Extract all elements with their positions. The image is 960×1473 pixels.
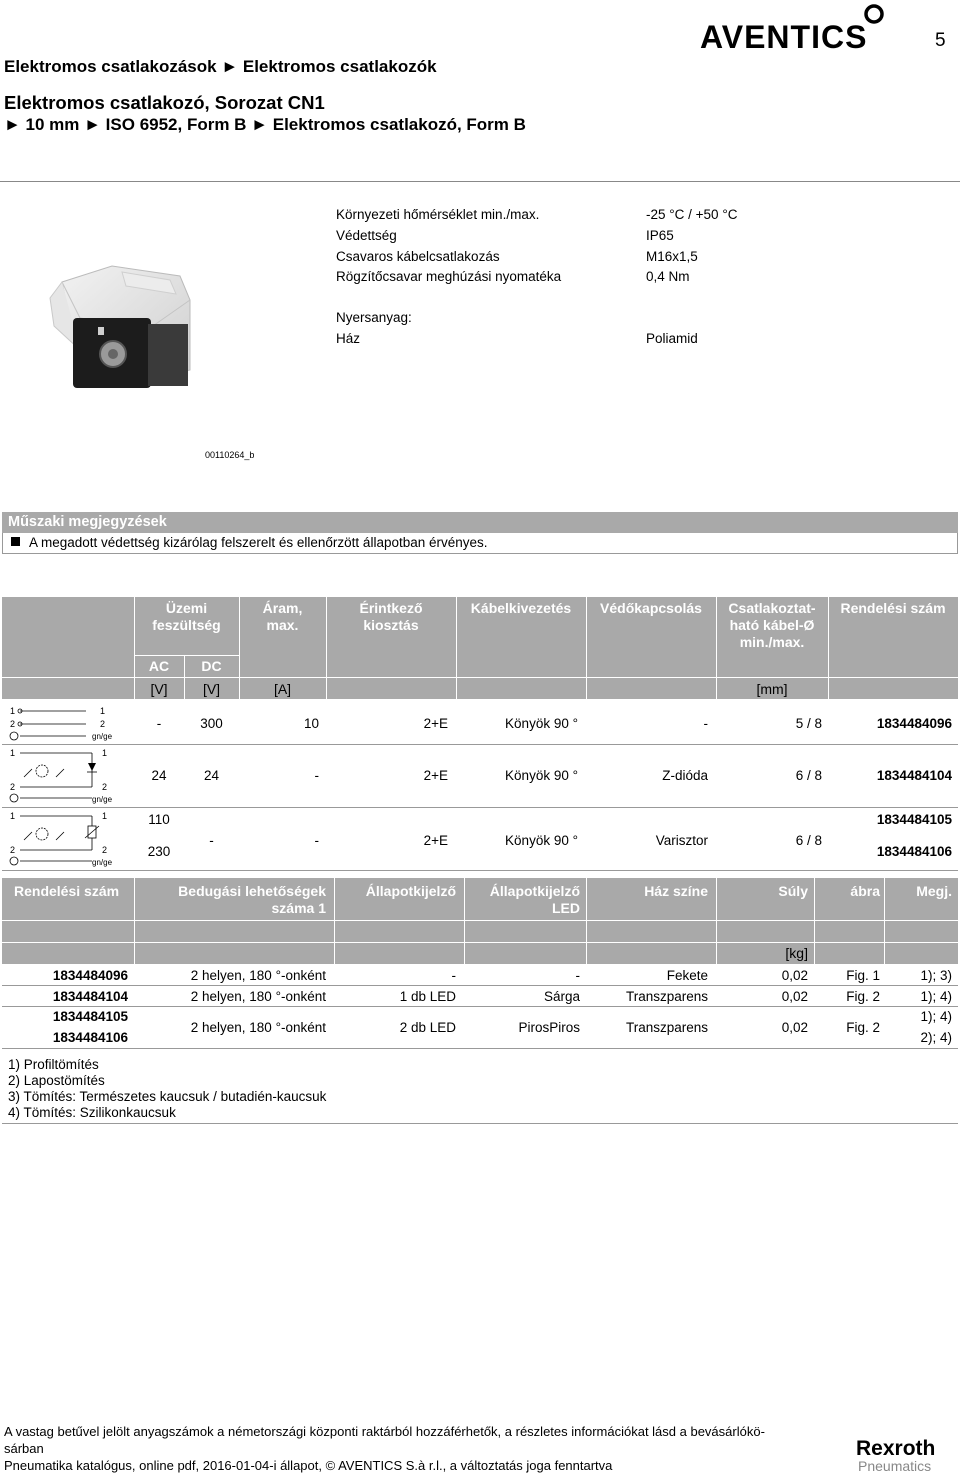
svg-text:2: 2 xyxy=(10,719,16,729)
t2-r2-note: 1); 4) xyxy=(920,989,952,1004)
t1-unit-mm: [mm] xyxy=(756,681,788,697)
t2-head-weight: Súly xyxy=(778,883,808,899)
svg-text:2: 2 xyxy=(10,845,16,855)
svg-text:1: 1 xyxy=(102,748,108,758)
t1-r3-pin: 2+E xyxy=(423,833,448,848)
t2-head-note: Megj. xyxy=(916,883,952,899)
t1-r1-dc: 300 xyxy=(200,716,223,731)
footer-catalog: Pneumatika katalógus, online pdf, 2016-01-04-i állapot, © AVENTICS S.à r.l., a változtatás joga fenntartva xyxy=(4,1458,613,1473)
wiring-diagram-varistor xyxy=(6,810,126,868)
t2-r3-order2: 1834484106 xyxy=(52,1030,128,1045)
t2-r3-plug: 2 helyen, 180 °-onként xyxy=(190,1020,326,1035)
t1-unit-v-ac: [V] xyxy=(150,681,168,697)
t2-r2-color: Transzparens xyxy=(625,989,708,1004)
connector-product-image xyxy=(40,250,240,440)
t2-r1-note: 1); 3) xyxy=(920,968,952,983)
t1-hsep xyxy=(134,655,239,656)
t1-unit-a: [A] xyxy=(273,681,292,697)
t2-r2-weight: 0,02 xyxy=(781,989,808,1004)
t1-r3-protection: Varisztor xyxy=(655,833,708,848)
svg-text:2: 2 xyxy=(10,782,16,792)
spec-label-cable: Csavaros kábelcsatlakozás xyxy=(336,249,500,264)
svg-text:1: 1 xyxy=(102,811,108,821)
t1-r2-dia: 6 / 8 xyxy=(795,768,822,783)
spec-label-temp: Környezeti hőmérséklet min./max. xyxy=(336,207,540,222)
t2-row-sep xyxy=(2,1006,958,1007)
t1-head-pin: Érintkező kiosztás xyxy=(359,600,423,633)
t1-r3-order2: 1834484106 xyxy=(876,844,952,859)
bullet-square-icon xyxy=(11,537,20,546)
t1-head-ac: AC xyxy=(148,658,170,674)
t2-r1-color: Fekete xyxy=(666,968,708,983)
spec-value-cable: M16x1,5 xyxy=(646,249,698,264)
svg-text:gn/ge: gn/ge xyxy=(92,732,113,741)
rexroth-logo: Rexroth xyxy=(856,1437,936,1460)
t1-head-voltage: Üzemi feszültség xyxy=(152,600,221,633)
t2-r3-order1: 1834484105 xyxy=(52,1009,128,1024)
spec-value-temp: -25 °C / +50 °C xyxy=(646,207,738,222)
t1-hsep xyxy=(2,677,958,678)
t2-r1-led: - xyxy=(575,968,580,983)
t1-r2-ac: 24 xyxy=(151,768,167,783)
footer-note-line2: sárban xyxy=(4,1441,44,1456)
t1-r2-current: - xyxy=(314,768,319,783)
spec-label-torque: Rögzítőcsavar meghúzási nyomatéka xyxy=(336,269,562,284)
t1-r1-ac: - xyxy=(156,716,162,731)
t1-r2-dc: 24 xyxy=(203,768,220,783)
t2-r1-weight: 0,02 xyxy=(781,968,808,983)
t2-r3-led: PirosPiros xyxy=(518,1020,580,1035)
t1-r3-dia: 6 / 8 xyxy=(795,833,822,848)
t2-r2-plug: 2 helyen, 180 °-onként xyxy=(190,989,326,1004)
t2-r2-led: Sárga xyxy=(543,989,580,1004)
t2-r2-fig: Fig. 2 xyxy=(846,989,880,1004)
t1-row-sep xyxy=(2,870,958,871)
svg-text:1: 1 xyxy=(10,706,16,716)
footer-note-line1: A vastag betűvel jelölt anyagszámok a németországi központi raktárból hozzáférhetők, a részletes információkat lásd a bevásárlókö- xyxy=(4,1424,765,1439)
breadcrumb: Elektromos csatlakozások ► Elektromos csatlakozók xyxy=(4,57,437,76)
t1-r1-current: 10 xyxy=(303,716,319,731)
footnotes-bottom-rule xyxy=(2,1123,958,1124)
material-value: Poliamid xyxy=(646,331,698,346)
t2-r3-color: Transzparens xyxy=(625,1020,708,1035)
brand-text: AVENTICS xyxy=(700,19,868,54)
t1-head-dc: DC xyxy=(201,658,222,674)
t1-r2-order: 1834484104 xyxy=(876,768,952,783)
footnote-2: 2) Lapostömítés xyxy=(8,1073,105,1088)
t2-r1-order: 1834484096 xyxy=(52,968,128,983)
svg-text:1: 1 xyxy=(10,748,16,758)
wiring-diagram-zdiode xyxy=(6,747,126,805)
t2-r1-fig: Fig. 1 xyxy=(846,968,880,983)
t1-r1-dia: 5 / 8 xyxy=(795,716,822,731)
notes-box xyxy=(2,533,958,554)
t1-r1-protection: - xyxy=(703,716,708,731)
svg-text:1: 1 xyxy=(100,706,106,716)
t2-head-color: Ház színe xyxy=(644,883,708,899)
t1-head-order: Rendelési szám xyxy=(840,600,946,616)
t2-row-sep xyxy=(2,1048,958,1049)
t2-r3-note1: 1); 4) xyxy=(920,1009,952,1024)
header-rule xyxy=(0,181,960,182)
t2-r3-fig: Fig. 2 xyxy=(846,1020,880,1035)
svg-text:gn/ge: gn/ge xyxy=(92,795,113,804)
spec-label-protection: Védettség xyxy=(336,228,397,243)
t2-r1-plug: 2 helyen, 180 °-onként xyxy=(190,968,326,983)
svg-text:gn/ge: gn/ge xyxy=(92,858,113,867)
t2-r2-indicator: 1 db LED xyxy=(399,989,456,1004)
material-heading: Nyersanyag: xyxy=(336,310,412,325)
t2-head-order: Rendelési szám xyxy=(14,883,120,899)
image-id: 00110264_b xyxy=(205,450,255,460)
t2-head-indicator-led: Állapotkijelző LED xyxy=(489,883,580,916)
t2-r1-indicator: - xyxy=(451,968,456,983)
t1-head-protection: Védőkapcsolás xyxy=(600,600,702,616)
t2-head-plug: Bedugási lehetőségek száma 1 xyxy=(178,883,326,916)
t1-r3-ac2: 230 xyxy=(147,844,171,859)
material-label: Ház xyxy=(336,331,361,346)
spec-value-protection: IP65 xyxy=(646,228,674,243)
t2-head-indicator: Állapotkijelző xyxy=(365,883,456,899)
aventics-logo xyxy=(700,2,890,54)
t1-r3-order1: 1834484105 xyxy=(876,812,952,827)
footnote-3: 3) Tömítés: Természetes kaucsuk / butadién-kaucsuk xyxy=(8,1089,327,1104)
t1-head-exit: Kábelkivezetés xyxy=(470,600,572,616)
t1-unit-v-dc: [V] xyxy=(202,681,221,697)
t1-r3-ac1: 110 xyxy=(148,812,170,827)
wiring-diagram-1 xyxy=(6,703,126,743)
t1-r2-exit: Könyök 90 ° xyxy=(505,768,578,783)
svg-text:2: 2 xyxy=(100,719,106,729)
t2-r3-weight: 0,02 xyxy=(781,1020,808,1035)
t1-head-current: Áram, max. xyxy=(262,600,303,633)
t2-unit-kg: [kg] xyxy=(785,945,808,961)
t2-r3-note2: 2); 4) xyxy=(920,1030,952,1045)
t1-row-sep xyxy=(2,744,958,745)
notes-heading: Műszaki megjegyzések xyxy=(2,512,958,533)
t1-r2-pin: 2+E xyxy=(423,768,448,783)
svg-text:2: 2 xyxy=(102,782,108,792)
note-item: A megadott védettség kizárólag felszerelt és ellenőrzött állapotban érvényes. xyxy=(29,535,488,550)
svg-text:2: 2 xyxy=(102,845,108,855)
svg-text:1: 1 xyxy=(10,811,16,821)
t1-r1-exit: Könyök 90 ° xyxy=(505,716,578,731)
t2-r3-indicator: 2 db LED xyxy=(399,1020,456,1035)
page-number: 5 xyxy=(935,30,946,51)
t1-r3-exit: Könyök 90 ° xyxy=(505,833,578,848)
page-subtitle: ► 10 mm ► ISO 6952, Form B ► Elektromos csatlakozó, Form B xyxy=(4,115,526,134)
t1-row-sep xyxy=(2,807,958,808)
t1-head-dia: Csatlakoztat- ható kábel-Ø min./max. xyxy=(728,600,816,650)
spec-value-torque: 0,4 Nm xyxy=(646,269,690,284)
t1-r1-order: 1834484096 xyxy=(876,716,952,731)
t2-row-sep xyxy=(2,985,958,986)
t2-r2-order: 1834484104 xyxy=(52,989,128,1004)
pneumatics-logo: Pneumatics xyxy=(858,1458,932,1473)
t1-r3-dc: - xyxy=(209,833,214,848)
t2-head-fig: ábra xyxy=(850,883,880,899)
footnote-4: 4) Tömítés: Szilikonkaucsuk xyxy=(8,1105,176,1120)
t1-r3-current: - xyxy=(314,833,319,848)
t1-r1-pin: 2+E xyxy=(423,716,448,731)
footnote-1: 1) Profiltömítés xyxy=(8,1057,99,1072)
page-title: Elektromos csatlakozó, Sorozat CN1 xyxy=(4,92,325,113)
t1-r2-protection: Z-dióda xyxy=(662,768,708,783)
